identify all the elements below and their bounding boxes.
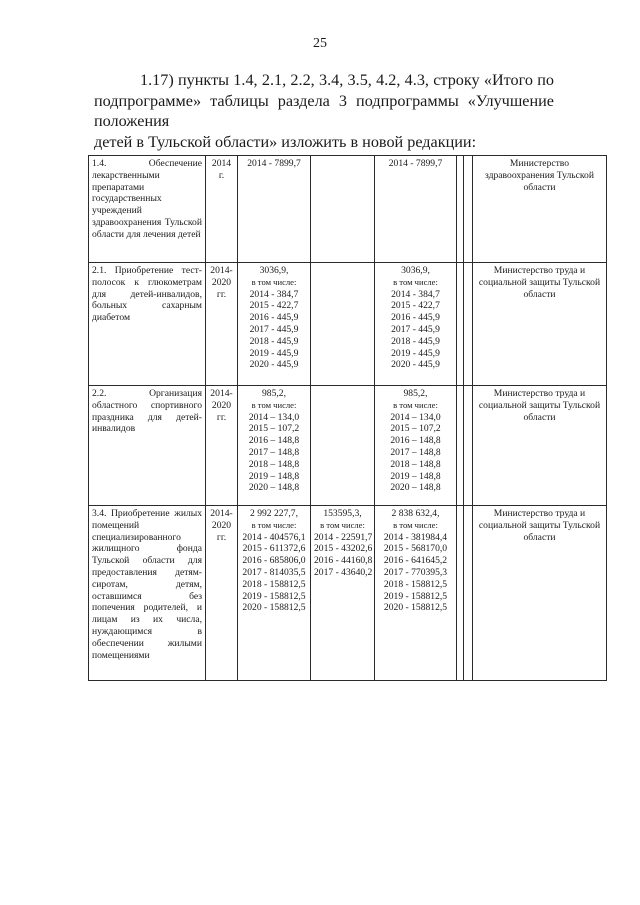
amount-line: 2 838 632,4, — [391, 508, 440, 519]
amount-line: 2017 - 445,9 — [391, 323, 440, 335]
intro-line-2: подпрограмме» таблицы раздела 3 подпрограммы «Улучшение положения — [94, 91, 554, 130]
amount-line: 2015 - 611372,6 — [242, 543, 306, 555]
empty-cell — [457, 156, 464, 263]
amount-line: 2019 - 445,9 — [249, 347, 299, 359]
amount-line: 2020 - 445,9 — [391, 359, 440, 371]
amount-line: 2018 - 445,9 — [391, 335, 440, 347]
page-number: 25 — [313, 36, 327, 51]
amount-line: 2016 – 148,8 — [390, 435, 441, 447]
measure-name-cell: 1.4. Обеспечение лекарственными препаратами государственных учреждений здравоохранения Тульской области для лечения детей — [89, 156, 206, 263]
amount-line: 2014 - 7899,7 — [247, 158, 301, 169]
empty-cell — [457, 386, 464, 506]
amount-line: 2014 - 7899,7 — [388, 158, 443, 169]
amount-line: 2019 - 158812,5 — [383, 590, 448, 602]
amount-line: 985,2, — [403, 388, 428, 399]
period-cell: 2014 г. — [206, 156, 238, 263]
amount-line: в том числе: — [393, 399, 438, 410]
amount-line: 2017 - 770395,3 — [383, 566, 448, 578]
amount-line: в том числе: — [251, 399, 297, 410]
total-funding-cell — [238, 263, 311, 386]
amount-line: 2016 - 445,9 — [249, 312, 299, 324]
amount-line: 2020 – 148,8 — [248, 482, 300, 494]
executor-cell: Министерство труда и социальной защиты Тульской области — [473, 263, 607, 386]
amount-line: 2015 - 422,7 — [249, 300, 299, 312]
period-cell: 2014-2020 гг. — [206, 263, 238, 386]
executor-cell: Министерство труда и социальной защиты Тульской области — [473, 386, 607, 506]
empty-cell — [464, 156, 473, 263]
amount-line: 2014 – 134,0 — [248, 411, 300, 423]
amount-line: в том числе: — [251, 519, 297, 530]
regional-funding-cell — [375, 263, 457, 386]
amount-line: 2020 - 158812,5 — [383, 602, 448, 614]
amount-line: 2014 – 134,0 — [390, 411, 441, 423]
empty-cell — [464, 263, 473, 386]
amount-line: в том числе: — [393, 519, 438, 530]
amount-line: 2015 - 43202,6 — [314, 543, 373, 555]
amount-line: в том числе: — [393, 276, 438, 287]
amount-line: 2018 – 148,8 — [248, 458, 300, 470]
amount-line: 2019 - 158812,5 — [242, 590, 306, 602]
amount-line: 2017 - 43640,2 — [314, 566, 373, 578]
federal-funding-cell — [311, 156, 375, 263]
amount-line: 2020 – 148,8 — [390, 482, 441, 494]
amount-line: 2014 - 384,7 — [249, 288, 299, 300]
measure-name-cell: 3.4. Приобретение жилых помещений специализированного жилищного фонда Тульской области для предоставления детям-сиротам, детям, оставшимся без попечения родителей, и лицам из их числа, нуждающимся в обеспечении жилыми помещениями — [89, 506, 206, 681]
amount-line: 2016 – 148,8 — [248, 435, 300, 447]
amount-line: 2017 - 814035,5 — [242, 566, 306, 578]
amount-line: 2016 - 641645,2 — [383, 555, 448, 567]
federal-funding-cell — [311, 263, 375, 386]
amount-line: 2016 - 445,9 — [391, 312, 440, 324]
intro-line-1: 1.17) пункты 1.4, 2.1, 2.2, 3.4, 3.5, 4.2, 4.3, строку «Итого по — [140, 71, 554, 89]
table-row — [89, 156, 607, 263]
amount-line: в том числе: — [320, 519, 365, 530]
amount-line: 2015 – 107,2 — [390, 423, 441, 435]
amount-line: в том числе: — [251, 276, 297, 287]
amount-line: 2016 - 44160,8 — [314, 555, 373, 567]
amount-line: 2019 - 445,9 — [391, 347, 440, 359]
amount-line: 2020 - 445,9 — [249, 359, 299, 371]
table-row — [89, 263, 607, 386]
amount-line: 153595,3, — [323, 508, 362, 519]
federal-funding-cell — [311, 506, 375, 681]
amount-line: 2014 - 404576,1 — [242, 531, 306, 543]
regional-funding-cell — [375, 156, 457, 263]
regional-funding-cell — [375, 386, 457, 506]
total-funding-cell — [238, 386, 311, 506]
measure-name-cell: 2.1. Приобретение тест-полосок к глюкометрам для детей-инвалидов, больных сахарным диабетом — [89, 263, 206, 386]
amendment-table — [88, 155, 607, 681]
amount-line: 2014 - 381984,4 — [383, 531, 448, 543]
table-row — [89, 506, 607, 681]
amount-line: 2018 - 445,9 — [249, 335, 299, 347]
amount-line: 2020 - 158812,5 — [242, 602, 306, 614]
amount-line: 985,2, — [262, 388, 286, 399]
amount-line: 2018 – 148,8 — [390, 458, 441, 470]
executor-cell: Министерство здравоохранения Тульской области — [473, 156, 607, 263]
period-cell: 2014-2020 гг. — [206, 506, 238, 681]
amount-line: 2015 - 422,7 — [391, 300, 440, 312]
empty-cell — [457, 506, 464, 681]
measure-name-cell: 2.2. Организация областного спортивного праздника для детей-инвалидов — [89, 386, 206, 506]
amount-line: 2017 – 148,8 — [248, 446, 300, 458]
amount-line: 2015 – 107,2 — [248, 423, 300, 435]
amount-line: 2018 - 158812,5 — [383, 578, 448, 590]
amount-line: 2017 - 445,9 — [249, 323, 299, 335]
amount-line: 2 992 227,7, — [250, 508, 298, 519]
amount-line: 3036,9, — [259, 265, 289, 276]
amount-line: 2014 - 22591,7 — [314, 531, 373, 543]
amount-line: 2015 - 568170,0 — [383, 543, 448, 555]
intro-line-3: детей в Тульской области» изложить в новой редакции: — [94, 132, 477, 151]
federal-funding-cell — [311, 386, 375, 506]
empty-cell — [457, 263, 464, 386]
total-funding-cell — [238, 506, 311, 681]
empty-cell — [464, 506, 473, 681]
regional-funding-cell — [375, 506, 457, 681]
amount-line: 2017 – 148,8 — [390, 446, 441, 458]
table-row — [89, 386, 607, 506]
amount-line: 2018 - 158812,5 — [242, 578, 306, 590]
intro-paragraph — [94, 70, 554, 152]
empty-cell — [464, 386, 473, 506]
amount-line: 3036,9, — [401, 265, 430, 276]
period-cell: 2014-2020 гг. — [206, 386, 238, 506]
amount-line: 2019 – 148,8 — [248, 470, 300, 482]
executor-cell: Министерство труда и социальной защиты Тульской области — [473, 506, 607, 681]
amount-line: 2019 – 148,8 — [390, 470, 441, 482]
amount-line: 2014 - 384,7 — [391, 288, 440, 300]
total-funding-cell — [238, 156, 311, 263]
amount-line: 2016 - 685806,0 — [242, 555, 306, 567]
